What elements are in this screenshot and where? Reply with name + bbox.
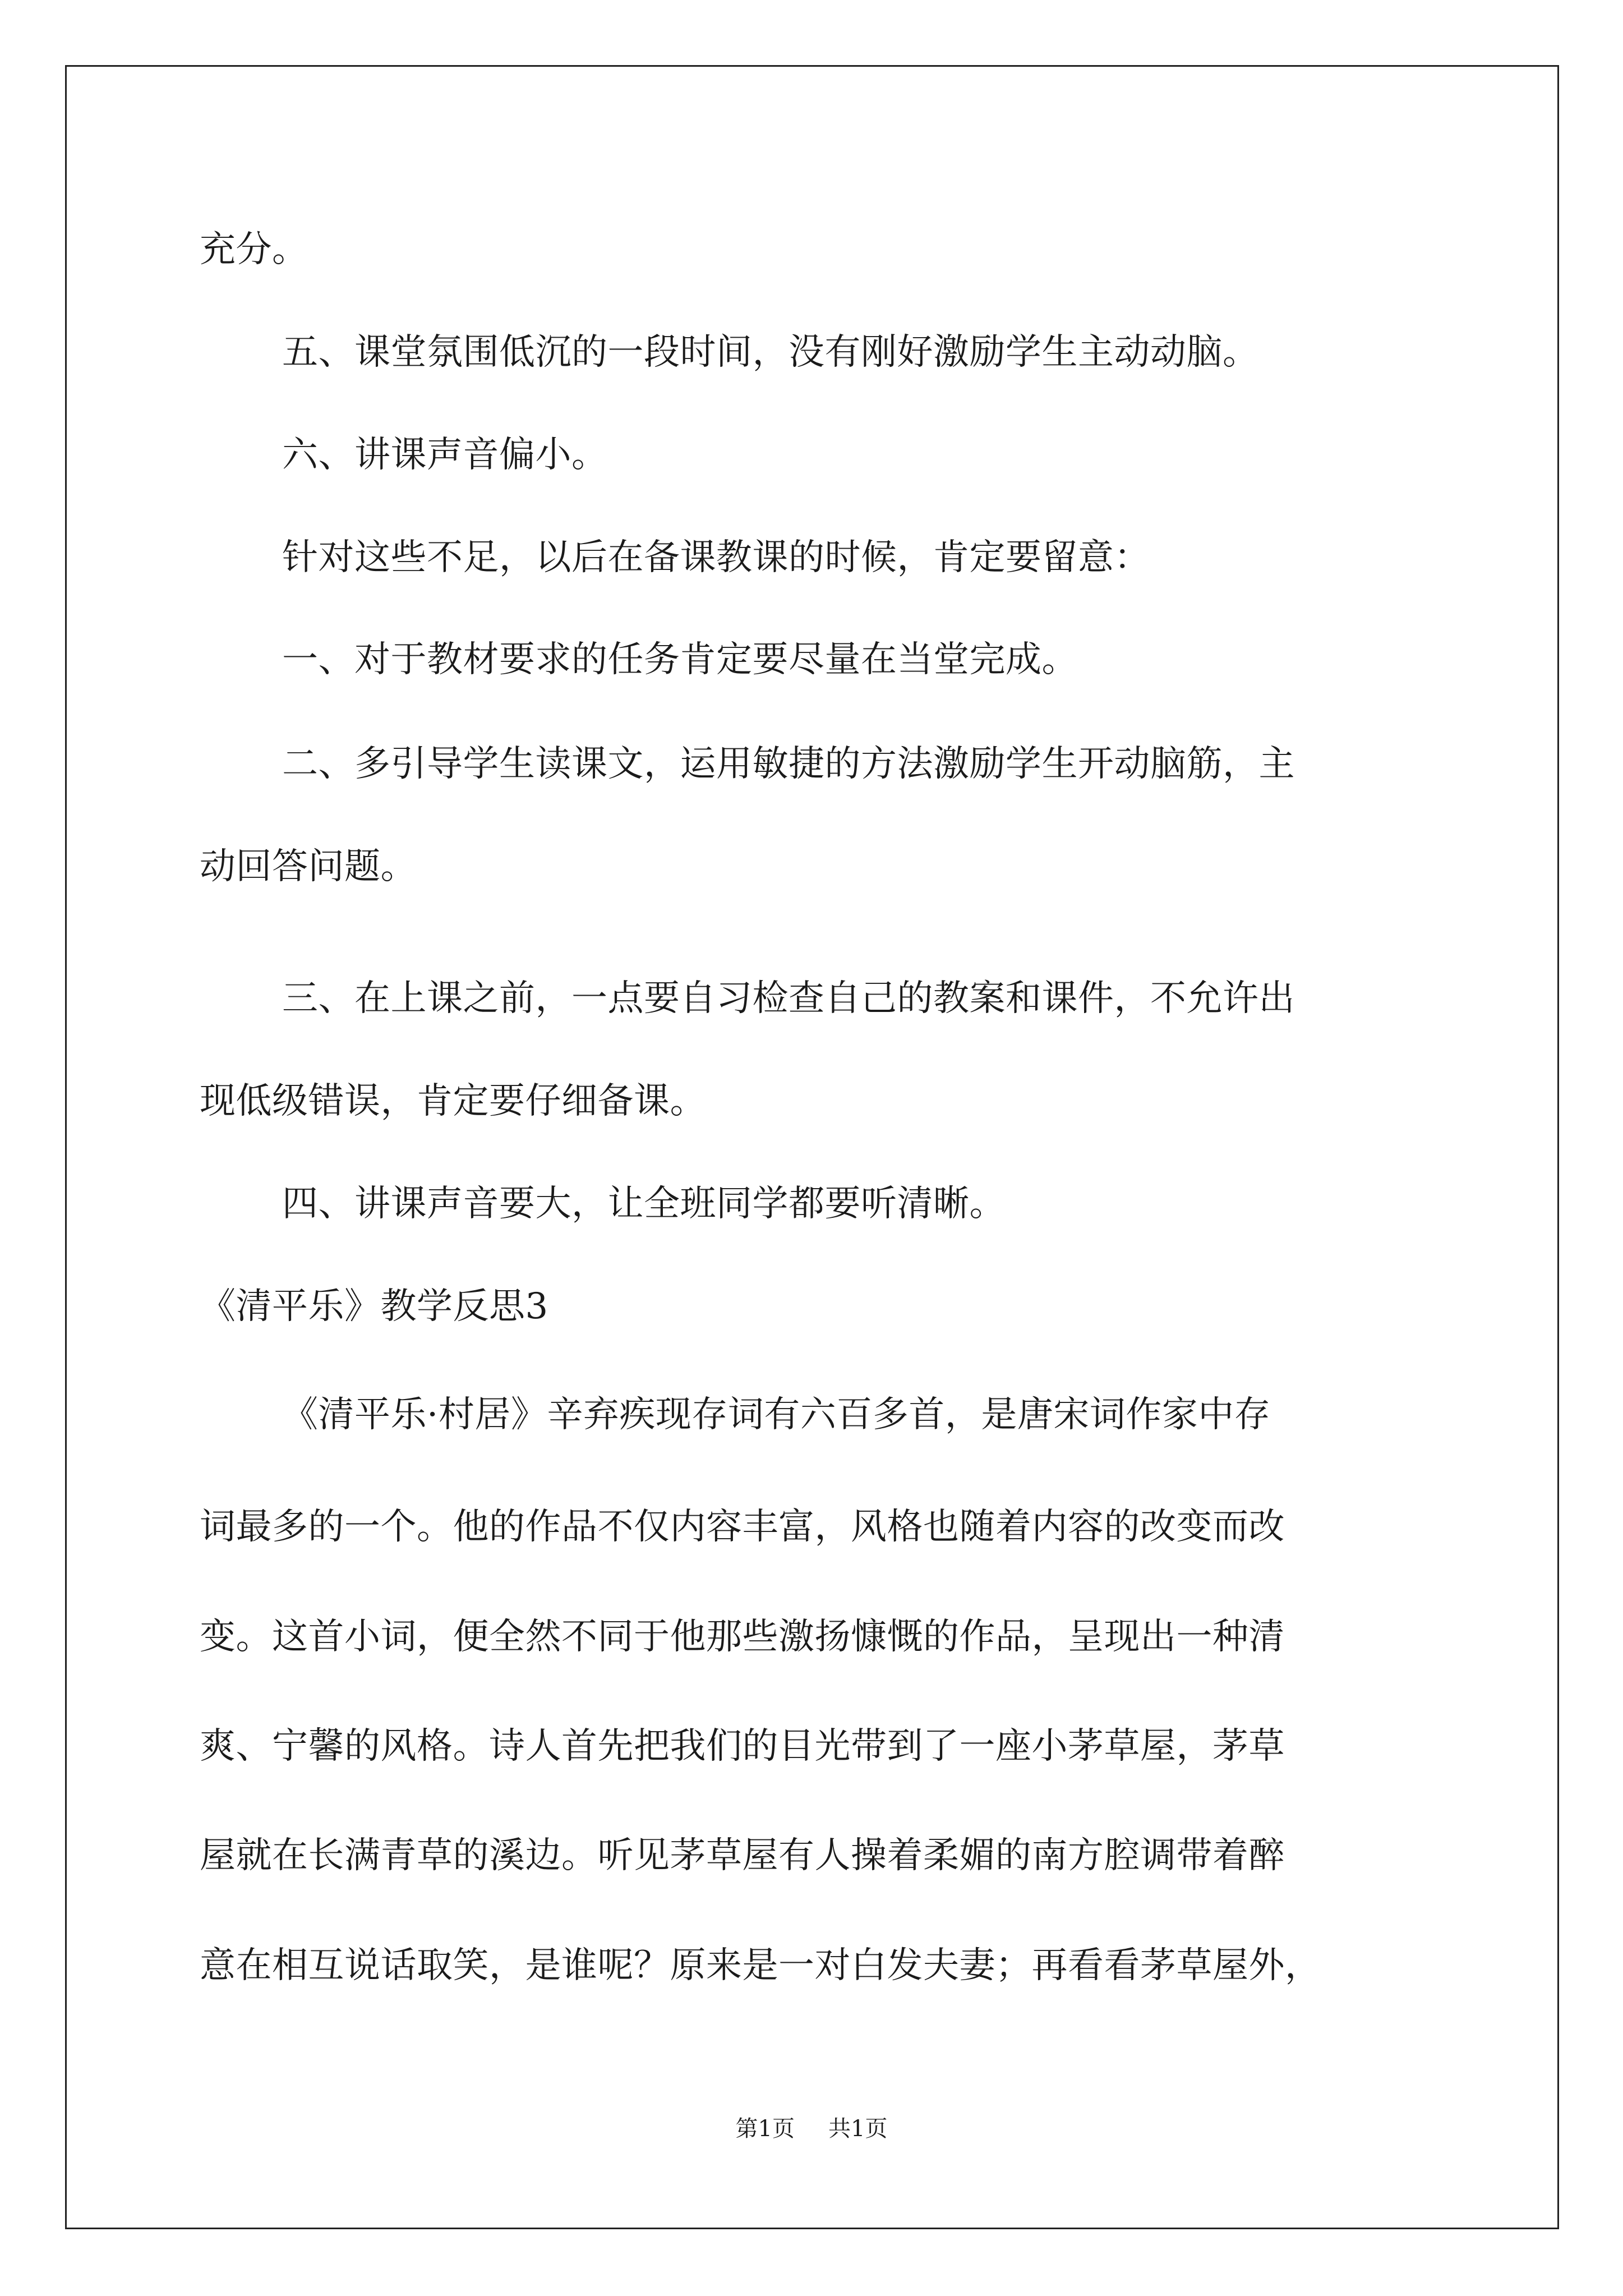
- paragraph-line: 三、在上课之前，一点要自习检查自己的教案和课件，不允许出: [282, 978, 1295, 1019]
- page-frame: [65, 65, 1559, 2229]
- paragraph-line: 动回答问题。: [200, 846, 417, 887]
- page-total: 共1页: [828, 2116, 888, 2142]
- paragraph-line: 二、多引导学生读课文，运用敏捷的方法激励学生开动脑筋，主: [282, 743, 1295, 785]
- section-heading: 《清平乐》教学反思3: [200, 1286, 548, 1327]
- page-footer: [0, 2115, 1623, 2143]
- paragraph-line: 变。这首小词，便全然不同于他那些激扬慷慨的作品，呈现出一种清: [200, 1616, 1285, 1658]
- paragraph-line: 五、课堂氛围低沉的一段时间，没有刚好激励学生主动动脑。: [282, 332, 1259, 373]
- paragraph-line: 《清平乐·村居》辛弃疾现存词有六百多首，是唐宋词作家中存: [282, 1394, 1271, 1435]
- paragraph-line: 词最多的一个。他的作品不仅内容丰富，风格也随着内容的改变而改: [200, 1506, 1285, 1548]
- paragraph-line: 四、讲课声音要大，让全班同学都要听清晰。: [282, 1183, 1006, 1225]
- paragraph-line: 爽、宁馨的风格。诗人首先把我们的目光带到了一座小茅草屋，茅草: [200, 1726, 1285, 1767]
- paragraph-line: 屋就在长满青草的溪边。听见茅草屋有人操着柔媚的南方腔调带着醉: [200, 1835, 1285, 1876]
- paragraph-line: 六、讲课声音偏小。: [282, 434, 608, 476]
- page-number: 第1页: [735, 2116, 795, 2142]
- paragraph-line: 充分。: [200, 229, 308, 270]
- paragraph-line: 针对这些不足，以后在备课教课的时候，肯定要留意：: [282, 537, 1150, 578]
- paragraph-line: 一、对于教材要求的任务肯定要尽量在当堂完成。: [282, 639, 1078, 680]
- paragraph-line: 意在相互说话取笑，是谁呢？原来是一对白发夫妻；再看看茅草屋外，: [200, 1945, 1321, 1986]
- paragraph-line: 现低级错误，肯定要仔细备课。: [200, 1080, 706, 1122]
